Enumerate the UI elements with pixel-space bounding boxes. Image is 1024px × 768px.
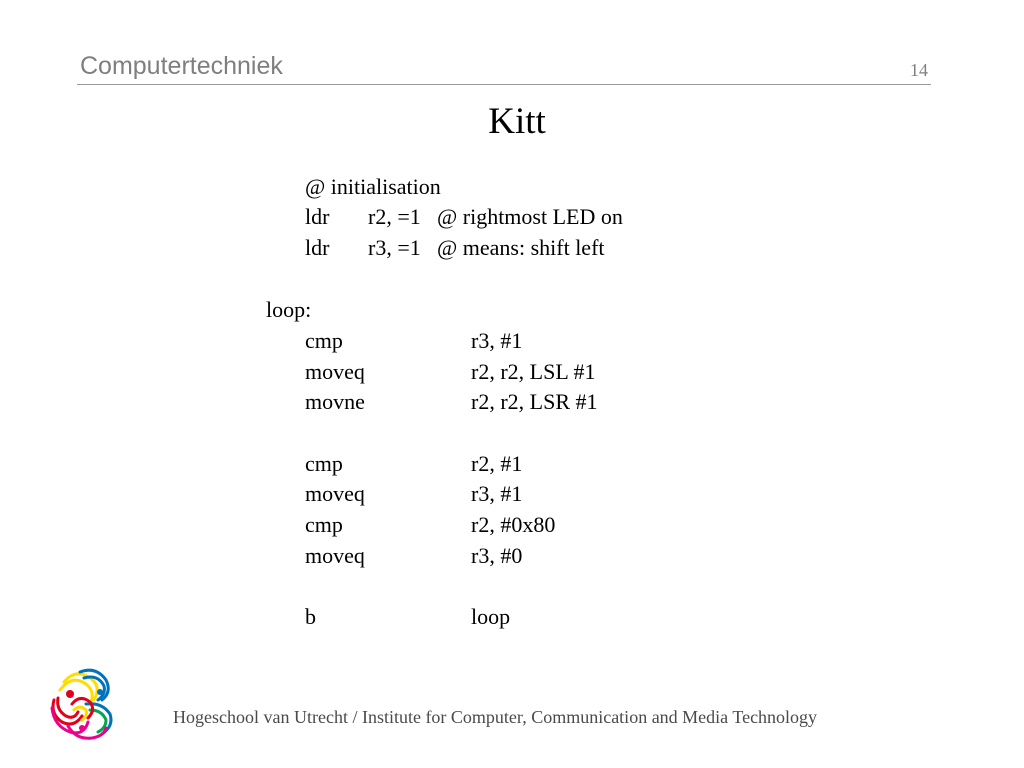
code-args: r2, #1 bbox=[471, 451, 523, 476]
header-divider bbox=[77, 84, 931, 85]
code-args: r3, #0 bbox=[471, 543, 523, 568]
slide-title: Kitt bbox=[488, 101, 546, 142]
code-op: moveq bbox=[305, 359, 365, 384]
code-args: r3, =1 bbox=[368, 235, 421, 260]
code-args: r3, #1 bbox=[471, 481, 523, 506]
code-op: ldr bbox=[305, 235, 330, 260]
hu-fingerprint-logo-icon bbox=[46, 664, 120, 744]
code-args: r2, =1 bbox=[368, 204, 421, 229]
code-op: moveq bbox=[305, 543, 365, 568]
code-args: loop bbox=[471, 604, 511, 629]
code-op: cmp bbox=[305, 512, 343, 537]
code-args: r2, r2, LSL #1 bbox=[471, 359, 596, 384]
code-comment: @ means: shift left bbox=[437, 235, 605, 260]
code-op: b bbox=[305, 604, 316, 629]
code-op: cmp bbox=[305, 451, 343, 476]
code-op: ldr bbox=[305, 204, 330, 229]
code-args: r2, #0x80 bbox=[471, 512, 556, 537]
code-op: movne bbox=[305, 389, 365, 414]
code-args: r2, r2, LSR #1 bbox=[471, 389, 598, 414]
comment-initialisation: @ initialisation bbox=[305, 174, 441, 199]
code-op: cmp bbox=[305, 328, 343, 353]
code-label-loop: loop: bbox=[266, 297, 312, 322]
page-number: 14 bbox=[910, 60, 928, 80]
code-comment: @ rightmost LED on bbox=[437, 204, 623, 229]
footer-institution: Hogeschool van Utrecht / Institute for Computer, Communication and Media Technology bbox=[173, 707, 818, 727]
code-args: r3, #1 bbox=[471, 328, 523, 353]
course-title: Computertechniek bbox=[80, 52, 283, 80]
code-op: moveq bbox=[305, 481, 365, 506]
